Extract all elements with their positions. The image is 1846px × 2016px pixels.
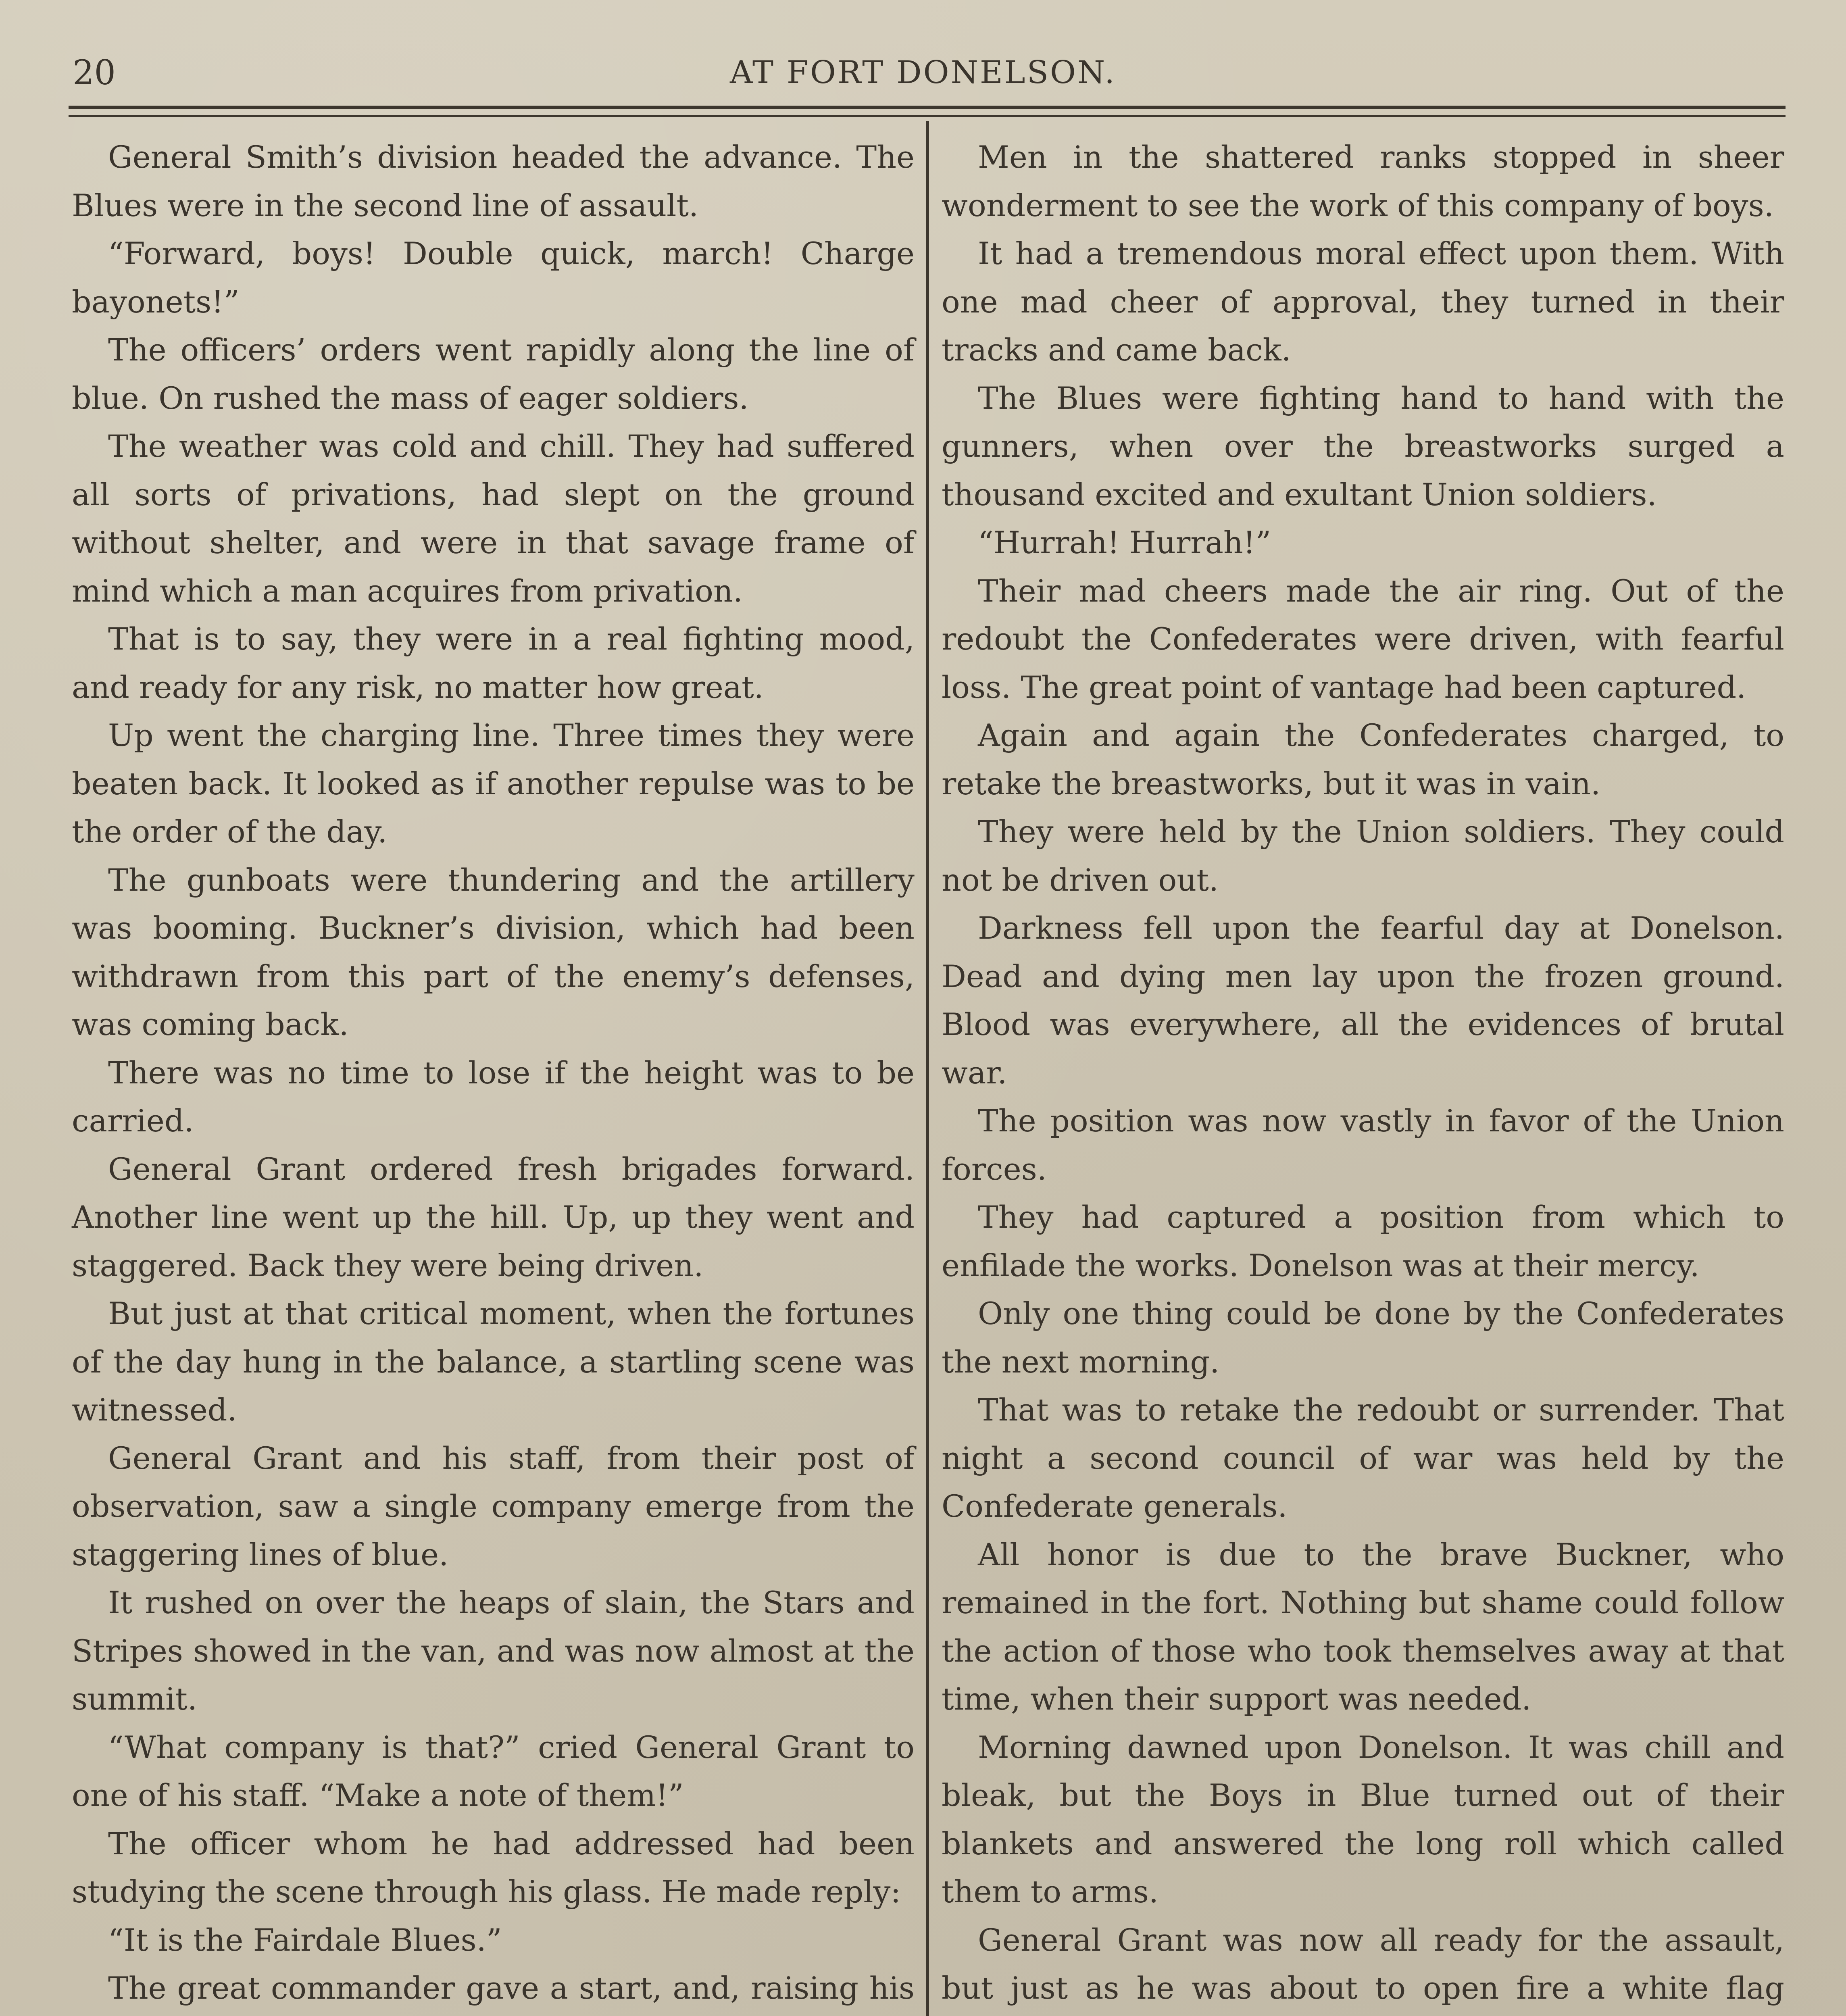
paragraph: All honor is due to the brave Buckner, who remained in the fort. Nothing but shame could follow the action of those who took themselves away at that time, when their support was needed. [942,1536,1784,1717]
paragraph: “What company is that?” cried General Grant to one of his staff. “Make a note of them!” [72,1729,915,1813]
header-rule-thick [69,106,1786,109]
paragraph: Again and again the Confederates charged, to retake the breastworks, but it was in vain. [942,717,1784,802]
paragraph: They were held by the Union soldiers. They could not be driven out. [942,814,1784,898]
paragraph: General Grant and his staff, from their post of observation, saw a single company emerge from the staggering lines of blue. [72,1440,915,1572]
paragraph: It rushed on over the heaps of slain, the Stars and Stripes showed in the van, and was now almost at the summit. [72,1585,915,1717]
paragraph: That was to retake the redoubt or surrender. That night a second council of war was held by the Confederate generals. [942,1392,1784,1524]
running-head: AT FORT DONELSON. [729,54,1117,91]
paragraph: Up went the charging line. Three times they were beaten back. It looked as if another repulse was to be the order of the day. [72,717,915,850]
paragraph: It had a tremendous moral effect upon them. With one mad cheer of approval, they turned in their tracks and came back. [942,235,1784,368]
page-header [73,48,1773,105]
paragraph: General Grant was now all ready for the assault, but just as he was about to open fire a white flag [942,1922,1784,2006]
right-column [942,133,1784,2016]
page-number: 20 [73,53,116,92]
paragraph: The great commander gave a start, and, raising his [108,1970,915,2006]
paragraph: The gunboats were thundering and the artillery was booming. Buckner’s division, which had been withdrawn from this part of the enemy’s defenses, was coming back. [72,862,915,1042]
paragraph: “Forward, boys! Double quick, march! Charge bayonets!” [72,235,915,320]
paragraph: “It is the Fairdale Blues.” [108,1922,502,1958]
paragraph: The position was now vastly in favor of the Union forces. [942,1103,1784,1187]
header-rule-thin [69,115,1786,117]
paragraph: There was no time to lose if the height was to be carried. [72,1054,915,1139]
paragraph: They had captured a position from which to enfilade the works. Donelson was at their mercy. [942,1199,1784,1283]
column-divider [926,121,929,2016]
paragraph: Their mad cheers made the air ring. Out of the redoubt the Confederates were driven, with fearful loss. The great point of vantage had been captured. [942,573,1784,705]
paragraph: The Blues were fighting hand to hand with the gunners, when over the breastworks surged a thousand excited and exultant Union soldiers. [942,380,1784,512]
paragraph: “Hurrah! Hurrah!” [978,525,1271,560]
paragraph: The officers’ orders went rapidly along the line of blue. On rushed the mass of eager soldiers. [72,332,915,416]
paragraph: Men in the shattered ranks stopped in sheer wonderment to see the work of this company of boys. [942,139,1784,223]
paragraph: General Grant ordered fresh brigades forward. Another line went up the hill. Up, up they went and staggered. Back they were being driven. [72,1151,915,1283]
paragraph: That is to say, they were in a real fighting mood, and ready for any risk, no matter how great. [72,621,915,705]
paragraph: Darkness fell upon the fearful day at Donelson. Dead and dying men lay upon the frozen ground. Blood was everywhere, all the evidences of brutal war. [942,910,1784,1091]
paragraph: Morning dawned upon Donelson. It was chill and bleak, but the Boys in Blue turned out of their blankets and answered the long roll which called them to arms. [942,1729,1784,1910]
paragraph: General Smith’s division headed the advance. The Blues were in the second line of assault. [72,139,915,223]
paragraph: The officer whom he had addressed had been studying the scene through his glass. He made reply: [72,1825,915,1910]
left-column [72,133,915,2016]
paragraph: But just at that critical moment, when the fortunes of the day hung in the balance, a startling scene was witnessed. [72,1295,915,1428]
paragraph: The weather was cold and chill. They had suffered all sorts of privations, had slept on the ground without shelter, and were in that savage frame of mind which a man acquires from privation. [72,428,915,609]
paragraph: Only one thing could be done by the Confederates the next morning. [942,1295,1784,1380]
